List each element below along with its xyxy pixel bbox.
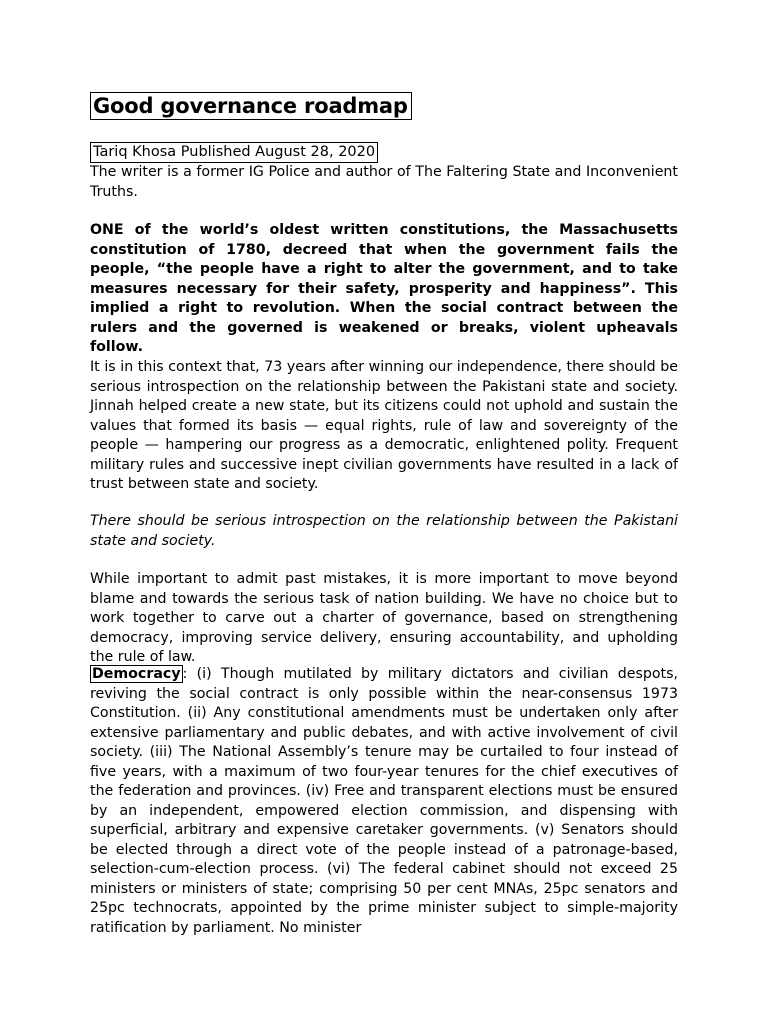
- pull-quote: There should be serious introspection on the relationship between the Pakistani state and society.: [90, 513, 678, 549]
- paragraph-charter: While important to admit past mistakes, it is more important to move beyond blame and towards the serious task of nation building. We have no choice but to work together to carve out a charter of governance, based on strengthening democracy, improving service delivery, ensuring accountability, and upholding the rule of law.: [90, 571, 678, 665]
- author-note: The writer is a former IG Police and author of The Faltering State and Inconvenient Truths.: [90, 164, 678, 200]
- democracy-heading: Democracy: [92, 666, 181, 682]
- paragraph-context: It is in this context that, 73 years after winning our independence, there should be serious introspection on the relationship between the Pakistani state and society. Jinnah helped create a new state, but its citizens could not uphold and sustain the values that formed its basis — equal rights, rule of law and sovereignty of the people — hampering our progress as a democratic, enlightened polity. Frequent military rules and successive inept civilian governments have resulted in a lack of trust between state and society.: [90, 359, 678, 492]
- democracy-text: : (i) Though mutilated by military dictators and civilian despots, reviving the social contract is only possible within the near-consensus 1973 Constitution. (ii) Any constitutional amendments must be undertaken only after extensive parliamentary and public debates, and with active involvement of civil society. (iii) The National Assembly’s tenure may be curtailed to four instead of five years, with a maximum of two four-year tenures for the chief executives of the federation and provinces. (iv) Free and transparent elections must be ensured by an independent, empowered election commission, and dispensing with superficial, arbitrary and expensive caretaker governments. (v) Senators should be elected through a direct vote of the people instead of a patronage-based, selection-cum-election process. (vi) The federal cabinet should not exceed 25 ministers or ministers of state; comprising 50 per cent MNAs, 25pc senators and 25pc technocrats, appointed by the prime minister subject to simple-majority ratification by parliament. No minister: [90, 666, 678, 936]
- article-byline: Tariq Khosa Published August 28, 2020: [90, 142, 378, 163]
- lead-paragraph: ONE of the world’s oldest written constitutions, the Massachusetts constitution of 1780, decreed that when the government fails the people, “the people have a right to alter the government, and to take measures necessary for their safety, prosperity and happiness”. This implied a right to revolution. When the social contract between the rulers and the governed is weakened or breaks, violent upheavals follow.: [90, 222, 678, 355]
- paragraph-democracy: [90, 665, 678, 938]
- article-title: Good governance roadmap: [90, 92, 412, 120]
